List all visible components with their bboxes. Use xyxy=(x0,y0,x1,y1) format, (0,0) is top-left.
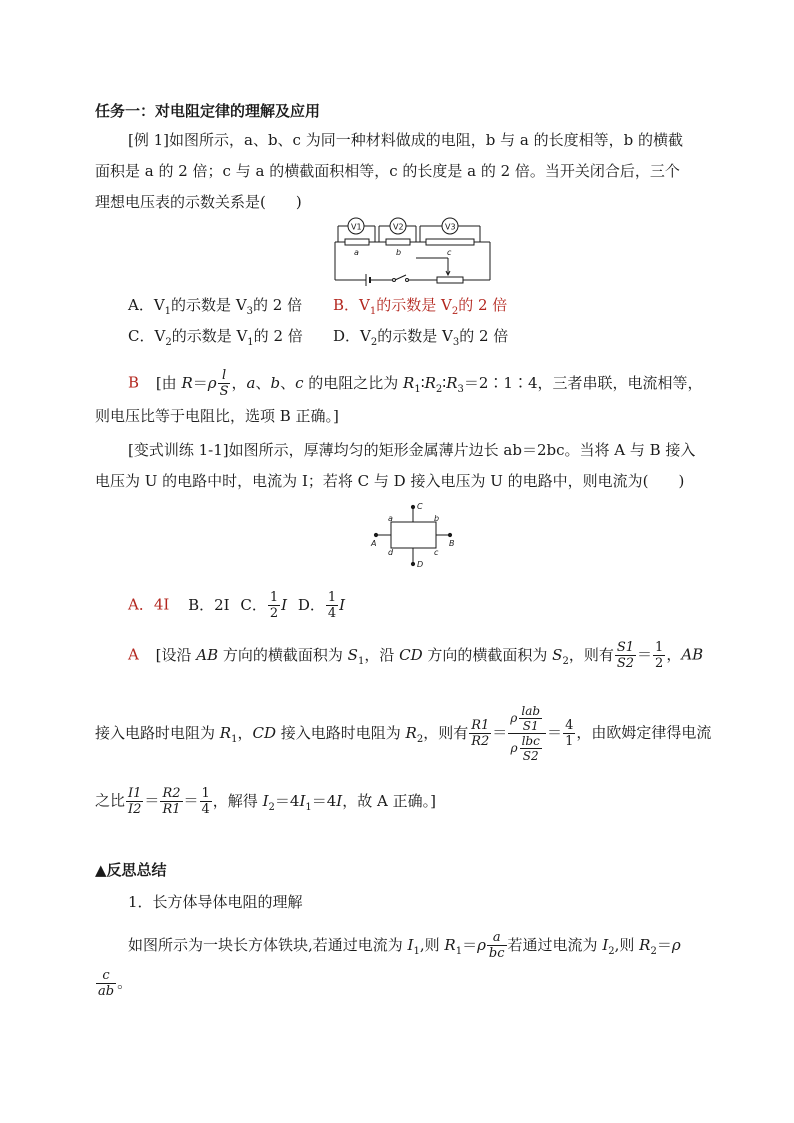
example1-line3: 理想电压表的示数关系是( ) xyxy=(95,193,302,211)
corner-c-label: c xyxy=(434,548,439,557)
corner-b-label: b xyxy=(434,514,440,523)
summary-heading: ▲反思总结 xyxy=(95,861,167,879)
variant1-solution-line2: 接入电路时电阻为 $R_1$，CD 接入电路时电阻为 $R_2$，则有 $\frac{R1}{R2}$ ＝ ρ $\frac{\text{lab}}{S1}$ ρ $\frac{\text{lbc}}{S2}$ ＝ $\frac{4}{1}$ ，由欧姆定律得电流 xyxy=(95,704,712,763)
v3-label: V3 xyxy=(445,222,456,232)
resistor-b-label: b xyxy=(396,248,402,257)
task-heading: 任务一：对电阻定律的理解及应用 xyxy=(95,102,321,120)
resistor-c-label: c xyxy=(447,248,452,257)
example1-option-a: A．$V_1$的示数是 $V_3$的 2 倍 xyxy=(128,296,303,317)
corner-d-label: d xyxy=(388,548,394,557)
example1-line1: [例 1]如图所示，a、b、c 为同一种材料做成的电阻，b 与 a 的长度相等，b 的横截 xyxy=(128,131,683,149)
variant1-solution-line3: 之比 $\frac{I1}{I2}$ ＝ $\frac{R2}{R1}$ ＝ $\frac{1}{4}$ ，解得 $I_2=4I_1=4I$，故 A 正确。] xyxy=(95,786,436,817)
variant1-answer: A xyxy=(128,645,139,664)
variant1-option-d: D． $\frac{1}{4}$ I xyxy=(297,590,346,621)
circuit-diagram xyxy=(330,212,495,288)
example1-option-c: C．$V_2$的示数是 $V_1$的 2 倍 xyxy=(128,327,303,348)
metal-plate-diagram xyxy=(365,497,465,572)
v1-label: V1 xyxy=(351,222,362,232)
example1-option-b: B．$V_1$的示数是 $V_2$的 2 倍 xyxy=(333,296,508,317)
example1-option-d: D．$V_2$的示数是 $V_3$的 2 倍 xyxy=(333,327,509,348)
terminal-c-label: C xyxy=(417,502,423,511)
terminal-d-label: D xyxy=(417,560,424,569)
terminal-b-label: B xyxy=(449,539,455,548)
example1-solution-fraction: $\frac{l}{S}$ xyxy=(219,368,229,399)
variant1-option-c: C． $\frac{1}{2}$ I xyxy=(240,590,288,621)
example1-solution-line2: 则电压比等于电阻比，选项 B 正确。] xyxy=(95,407,339,425)
variant1-option-a: A．4I xyxy=(128,595,170,614)
variant1-option-b: B．2I xyxy=(188,595,230,614)
variant1-line2: 电压为 U 的电路中时，电流为 I；若将 C 与 D 接入电压为 U 的电路中，则电流为( ) xyxy=(95,472,685,490)
example1-answer: B xyxy=(128,373,140,392)
variant1-solution-line1: A [设沿 AB 方向的横截面积为 $S_1$，沿 CD 方向的横截面积为 $S_2$，则有 $\frac{S1}{S2}$ ＝ $\frac{1}{2}$ ，AB xyxy=(128,640,704,671)
v2-label: V2 xyxy=(393,222,404,232)
summary-paragraph: 如图所示为一块长方体铁块,若通过电流为 $I_1$,则 $R_1=\rho$ $\frac{a}{bc}$ 若通过电流为 $I_2$,则 $R_2=\rho$ xyxy=(128,930,681,961)
summary-item1: 1．长方体导体电阻的理解 xyxy=(128,893,303,911)
variant1-options xyxy=(128,590,345,621)
summary-paragraph-tail: $\frac{c}{ab}$ 。 xyxy=(98,968,133,999)
variant1-line1: [变式训练 1-1]如图所示，厚薄均匀的矩形金属薄片边长 ab＝2bc。当将 A 与 B 接入 xyxy=(128,441,696,459)
terminal-a-label: A xyxy=(371,539,377,548)
example1-solution-line1: B [由 R＝ρ $\frac{l}{S}$ ，a、b、c 的电阻之比为 $R_1∶R_2∶R_3=2∶1∶4$，三者串联，电流相等， xyxy=(128,368,703,399)
corner-a-label: a xyxy=(388,514,393,523)
resistor-a-label: a xyxy=(354,248,359,257)
example1-line2: 面积是 a 的 2 倍；c 与 a 的横截面积相等，c 的长度是 a 的 2 倍。当开关闭合后，三个 xyxy=(95,162,680,180)
